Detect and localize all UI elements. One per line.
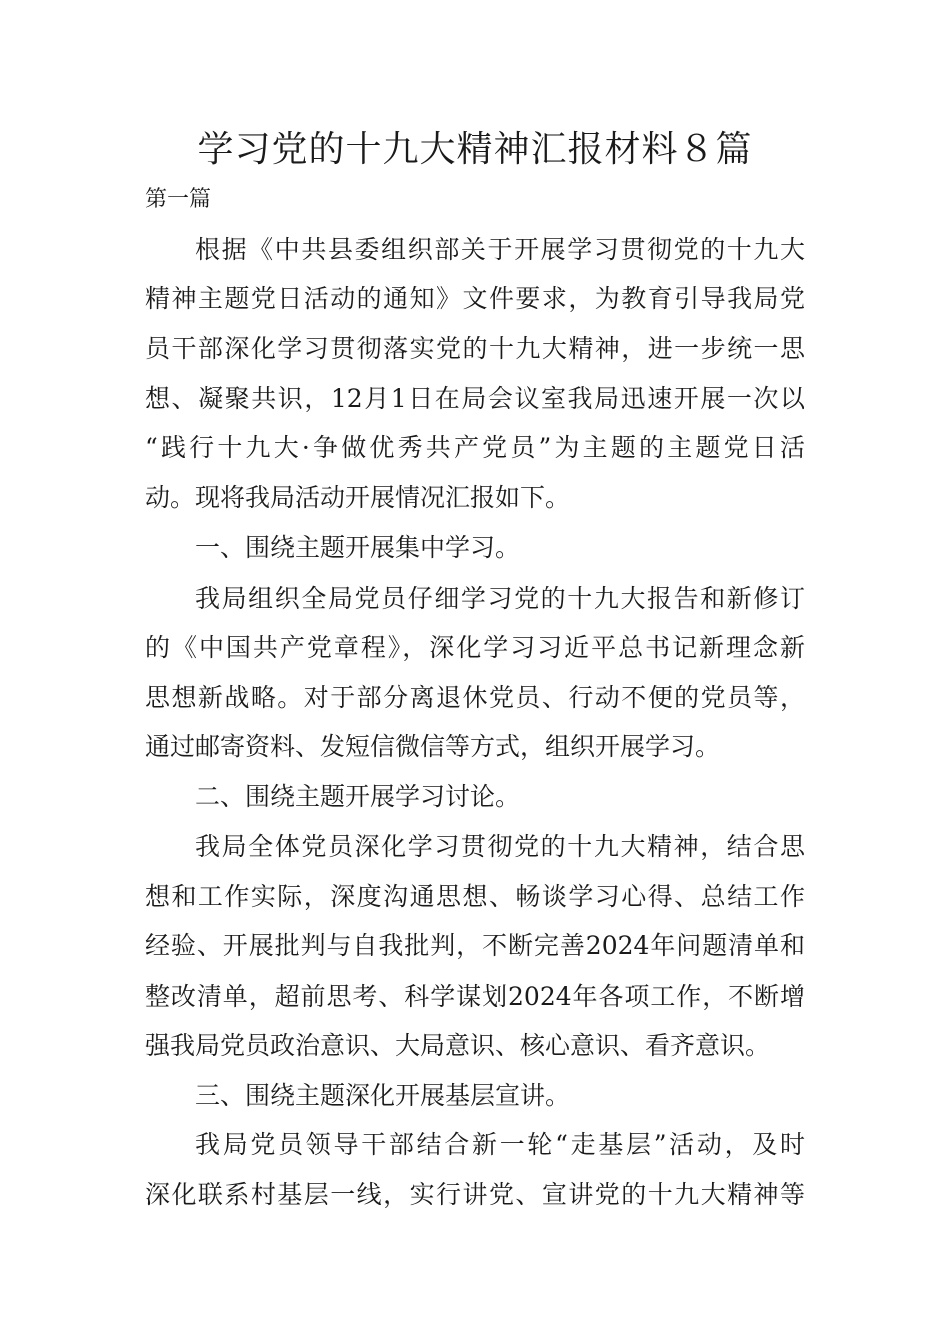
text-line: 员干部深化学习贯彻落实党的十九大精神，进一步统一思 bbox=[145, 334, 805, 363]
text-line: 通过邮寄资料、发短信微信等方式，组织开展学习。 bbox=[145, 732, 721, 761]
text-line: 我局党员领导干部结合新一轮“走基层”活动，及时 bbox=[195, 1130, 805, 1159]
text-line: 的《中国共产党章程》，深化学习习近平总书记新理念新 bbox=[145, 633, 805, 662]
text-line: 动。现将我局活动开展情况汇报如下。 bbox=[145, 483, 571, 512]
section-heading: 三、围绕主题深化开展基层宣讲。 bbox=[195, 1081, 571, 1110]
text-line: 强我局党员政治意识、大局意识、核心意识、看齐意识。 bbox=[145, 1031, 771, 1060]
text-line: 我局全体党员深化学习贯彻党的十九大精神，结合思 bbox=[195, 832, 805, 861]
text-line: 想和工作实际，深度沟通思想、畅谈学习心得、总结工作 bbox=[145, 882, 805, 911]
section-heading: 二、围绕主题开展学习讨论。 bbox=[195, 782, 521, 811]
text-line: 我局组织全局党员仔细学习党的十九大报告和新修订 bbox=[195, 584, 805, 613]
text-line: 想、凝聚共识，12月1日在局会议室我局迅速开展一次以 bbox=[145, 384, 805, 413]
text-line: 思想新战略。对于部分离退休党员、行动不便的党员等， bbox=[145, 683, 805, 712]
text-line: 深化联系村基层一线，实行讲党、宣讲党的十九大精神等 bbox=[145, 1180, 805, 1209]
section-label: 第一篇 bbox=[145, 187, 212, 212]
text-line: 整改清单，超前思考、科学谋划2024年各项工作，不断增 bbox=[145, 982, 805, 1011]
section-heading: 一、围绕主题开展集中学习。 bbox=[195, 533, 521, 562]
text-line: “践行十九大·争做优秀共产党员”为主题的主题党日活 bbox=[145, 433, 805, 462]
text-line: 根据《中共县委组织部关于开展学习贯彻党的十九大 bbox=[195, 235, 805, 264]
text-line: 经验、开展批判与自我批判，不断完善2024年问题清单和 bbox=[145, 931, 805, 960]
document-title: 学习党的十九大精神汇报材料８篇 bbox=[197, 129, 753, 170]
text-line: 精神主题党日活动的通知》文件要求，为教育引导我局党 bbox=[145, 284, 805, 313]
